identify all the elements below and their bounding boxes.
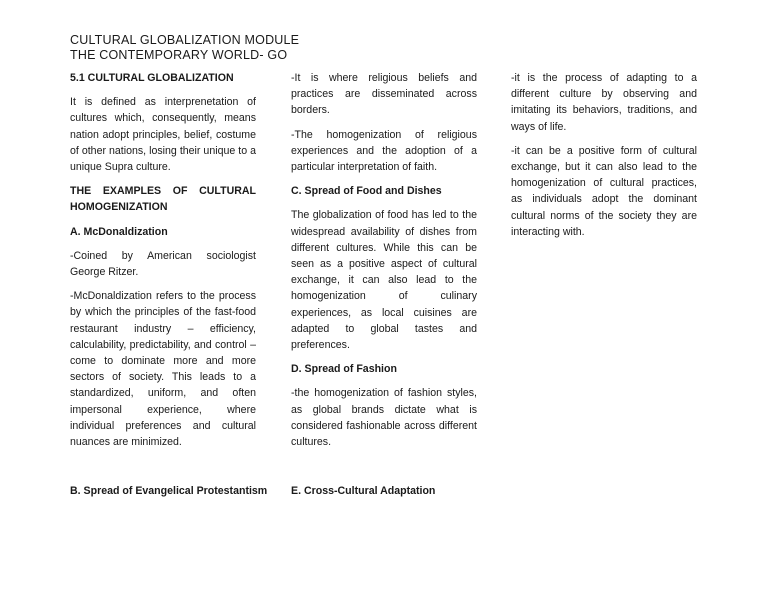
cross-cultural-text-1: -it is the process of adapting to a different culture by observing and imitating its behaviors, traditions, and ways of life.: [511, 72, 697, 133]
fashion-heading: D. Spread of Fashion: [291, 363, 397, 376]
document-header: [70, 33, 299, 62]
fashion-body: -the homogenization of fashion styles, as global brands dictate what is considered fashionable across different cultures.: [291, 387, 477, 449]
column-3: [511, 70, 697, 248]
column-2: [291, 70, 477, 458]
mcdonaldization-coined: -Coined by American sociologist George Ritzer.: [70, 249, 256, 279]
food-heading: C. Spread of Food and Dishes: [291, 185, 442, 198]
module-title: CULTURAL GLOBALIZATION MODULE: [70, 33, 300, 47]
food-body: The globalization of food has led to the widespread availability of dishes from different cultures. While this can be seen as a positive aspect of cultural exchange, it can also lead to the homogenization of culinary experiences, as local cuisines are adapted to global tastes and preferences.: [291, 209, 477, 352]
course-title: THE CONTEMPORARY WORLD- GO: [70, 47, 288, 62]
cross-cultural-heading: E. Cross-Cultural Adaptation: [291, 485, 436, 497]
definition-paragraph: It is defined as interprenetation of cultures which, consequently, means nation adopt principles, belief, costume of other nations, losing their unique to a unique Supra culture.: [70, 96, 256, 174]
examples-heading: THE EXAMPLES OF CULTURAL HOMOGENIZATION: [70, 185, 256, 214]
evangelical-text-1: -It is where religious beliefs and practices are disseminated across borders.: [291, 72, 477, 117]
cross-cultural-text-2: -it can be a positive form of cultural exchange, but it can also lead to the homogenization of cultural practices, as individuals adopt the dominant cultural norms of the society they are interacting with.: [511, 144, 697, 238]
column-1: [70, 70, 256, 458]
mcdonaldization-body: -McDonaldization refers to the process by which the principles of the fast-food restaurant industry – efficiency, calculability, predictability, and control – come to dominate more and more sectors of society. This leads to a standardized, uniform, and often impersonal experience, where individual preferences and cultural nuances are minimized.: [70, 290, 256, 449]
section-title: 5.1 CULTURAL GLOBALIZATION: [70, 72, 234, 84]
evangelical-text-2: -The homogenization of religious experiences and the adoption of a particular interpretation of faith.: [291, 128, 477, 174]
evangelical-heading: B. Spread of Evangelical Protestantism: [70, 485, 268, 497]
mcdonaldization-heading: A. McDonaldization: [70, 225, 168, 238]
